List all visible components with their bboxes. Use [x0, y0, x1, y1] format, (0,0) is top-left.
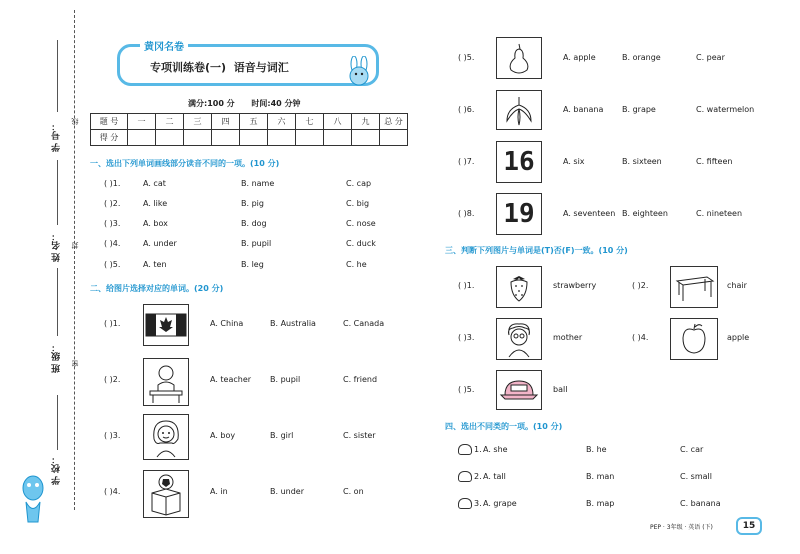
option-b: B. orange [622, 53, 661, 62]
girl-icon [144, 415, 188, 459]
picture-box [496, 193, 542, 235]
answer-blank[interactable]: ( )4. [104, 487, 121, 496]
score-cell: 五 [240, 114, 268, 130]
answer-blank[interactable]: ( )2. [104, 199, 121, 208]
option-c: C. nose [346, 219, 376, 228]
answer-blank[interactable]: ( )3. [458, 333, 475, 342]
number-label: 学 号： [52, 122, 62, 153]
score-cell[interactable] [128, 130, 156, 146]
option-c: C. watermelon [696, 105, 755, 114]
option-a: A. banana [563, 105, 604, 114]
name-label: 姓 名： [52, 232, 62, 263]
score-cell: 三 [184, 114, 212, 130]
word-label: chair [727, 281, 747, 290]
score-cell[interactable] [296, 130, 324, 146]
answer-blank[interactable]: ( )5. [104, 260, 121, 269]
option-c: C. duck [346, 239, 376, 248]
score-cell[interactable] [156, 130, 184, 146]
picture-box [143, 414, 189, 460]
section4-title: 四、选出不同类的一项。(10 分) [445, 422, 563, 431]
answer-blank[interactable]: ( )1. [104, 179, 121, 188]
answer-blank[interactable]: ( )2. [632, 281, 649, 290]
answer-blank[interactable]: ( )4. [632, 333, 649, 342]
line-mark-1: 线 [71, 118, 79, 125]
option-c: C. banana [680, 499, 721, 508]
footer-text: PEP · 3年级 · 英语 (下) [650, 524, 713, 531]
pear-icon [497, 38, 541, 78]
option-a: A. under [143, 239, 177, 248]
option-a: A. apple [563, 53, 596, 62]
option-b: B. man [586, 472, 615, 481]
class-blank[interactable] [57, 268, 58, 336]
score-cell: 六 [268, 114, 296, 130]
exam-meta: 满分:100 分 时间:40 分钟 [188, 99, 301, 108]
option-b: B. leg [241, 260, 264, 269]
option-c: C. he [346, 260, 367, 269]
score-cell: 八 [324, 114, 352, 130]
score-table [90, 113, 408, 146]
picture-box [496, 266, 542, 308]
class-label: 班 级： [52, 343, 62, 374]
answer-blank[interactable]: ( )5. [458, 385, 475, 394]
option-b: B. Australia [270, 319, 316, 328]
option-c: C. big [346, 199, 370, 208]
picture-box [143, 358, 189, 406]
score-cell: 七 [296, 114, 324, 130]
picture-box [496, 90, 542, 130]
score-cell[interactable] [212, 130, 240, 146]
option-b: B. map [586, 499, 615, 508]
question-number: 2. [474, 472, 482, 481]
picture-box [143, 470, 189, 518]
option-b: B. pupil [241, 239, 272, 248]
option-b: B. under [270, 487, 305, 496]
option-a: A. seventeen [563, 209, 616, 218]
answer-blank[interactable]: ( )8. [458, 209, 475, 218]
option-a: A. she [483, 445, 508, 454]
score-cell: 一 [128, 114, 156, 130]
option-b: B. eighteen [622, 209, 668, 218]
option-c: C. nineteen [696, 209, 743, 218]
word-label: mother [553, 333, 583, 342]
option-a: A. grape [483, 499, 517, 508]
option-a: A. six [563, 157, 585, 166]
answer-blank[interactable]: ( )6. [458, 105, 475, 114]
rabbit-icon [342, 56, 376, 88]
option-b: B. name [241, 179, 275, 188]
section1-title: 一、选出下列单词画线部分读音不同的一项。(10 分) [90, 159, 280, 168]
picture-box [496, 370, 542, 410]
question-number: 1. [474, 445, 482, 454]
score-cell: 九 [352, 114, 380, 130]
answer-blank[interactable]: ( )3. [104, 431, 121, 440]
answer-blank[interactable]: ( )7. [458, 157, 475, 166]
option-a: A. tall [483, 472, 506, 481]
score-cell[interactable] [240, 130, 268, 146]
picture-box [670, 266, 718, 308]
answer-blank[interactable]: ( )3. [104, 219, 121, 228]
logo: 黄冈名卷 [140, 38, 188, 53]
picture-box [143, 304, 189, 346]
score-cell: 四 [212, 114, 240, 130]
canada-flag-icon [144, 305, 188, 345]
option-b: B. grape [622, 105, 656, 114]
word-label: strawberry [553, 281, 597, 290]
section2-title: 二、给图片选择对应的单词。(20 分) [90, 284, 224, 293]
score-cell[interactable]: 得 分 [91, 130, 128, 146]
option-c: C. sister [343, 431, 376, 440]
pupil-at-desk-icon [144, 359, 188, 405]
option-b: B. pig [241, 199, 264, 208]
answer-blank[interactable]: ( )2. [104, 375, 121, 384]
option-b: B. he [586, 445, 607, 454]
option-b: B. sixteen [622, 157, 662, 166]
number-blank[interactable] [57, 40, 58, 112]
number-picture-16: 16 [503, 147, 535, 177]
ball-on-box-icon [144, 471, 188, 517]
score-cell: 总 分 [380, 114, 408, 130]
option-a: A. in [210, 487, 228, 496]
score-cell[interactable] [380, 130, 408, 146]
option-b: B. girl [270, 431, 294, 440]
option-c: C. small [680, 472, 712, 481]
school-blank[interactable] [57, 395, 58, 450]
answer-blank[interactable]: ( )1. [104, 319, 121, 328]
score-cell: 二 [156, 114, 184, 130]
option-c: C. on [343, 487, 364, 496]
picture-box [496, 318, 542, 360]
binding-dashed-line [74, 10, 75, 510]
option-a: A. teacher [210, 375, 252, 384]
school-label: 学 校： [52, 455, 62, 486]
name-blank[interactable] [57, 160, 58, 225]
answer-blank[interactable]: ( )5. [458, 53, 475, 62]
question-number: 3. [474, 499, 482, 508]
picture-box [670, 318, 718, 360]
banana-icon [497, 91, 541, 129]
section3-title: 三、判断下列图片与单词是(T)否(F)一致。(10 分) [445, 246, 628, 255]
score-cell: 题 号 [91, 114, 128, 130]
answer-bug-icon[interactable] [458, 471, 472, 482]
option-c: C. pear [696, 53, 725, 62]
option-a: A. box [143, 219, 168, 228]
answer-blank[interactable]: ( )1. [458, 281, 475, 290]
table-icon [671, 267, 717, 307]
option-c: C. Canada [343, 319, 385, 328]
option-a: A. like [143, 199, 168, 208]
option-a: A. cat [143, 179, 166, 188]
option-a: A. China [210, 319, 244, 328]
cap-icon [497, 371, 541, 409]
picture-box [496, 37, 542, 79]
word-label: ball [553, 385, 568, 394]
strawberry-icon [497, 267, 541, 307]
grandma-icon [497, 319, 541, 359]
answer-bug-icon[interactable] [458, 444, 472, 455]
score-cell[interactable] [268, 130, 296, 146]
option-a: A. boy [210, 431, 236, 440]
option-c: C. cap [346, 179, 372, 188]
page-number: 15 [736, 517, 762, 535]
number-picture-19: 19 [503, 199, 535, 229]
seal-mark: 封 [71, 242, 79, 249]
option-b: B. pupil [270, 375, 301, 384]
option-c: C. fifteen [696, 157, 733, 166]
apple-icon [671, 319, 717, 359]
answer-blank[interactable]: ( )4. [104, 239, 121, 248]
picture-box [496, 141, 542, 183]
option-b: B. dog [241, 219, 267, 228]
word-label: apple [727, 333, 750, 342]
option-a: A. ten [143, 260, 167, 269]
score-cell[interactable] [352, 130, 380, 146]
close-mark: 密 [71, 360, 79, 367]
score-cell[interactable] [184, 130, 212, 146]
answer-bug-icon[interactable] [458, 498, 472, 509]
option-c: C. friend [343, 375, 378, 384]
mascot-icon [18, 470, 48, 530]
option-c: C. car [680, 445, 704, 454]
page-title: 专项训练卷(一) 语音与词汇 [150, 61, 289, 74]
score-cell[interactable] [324, 130, 352, 146]
